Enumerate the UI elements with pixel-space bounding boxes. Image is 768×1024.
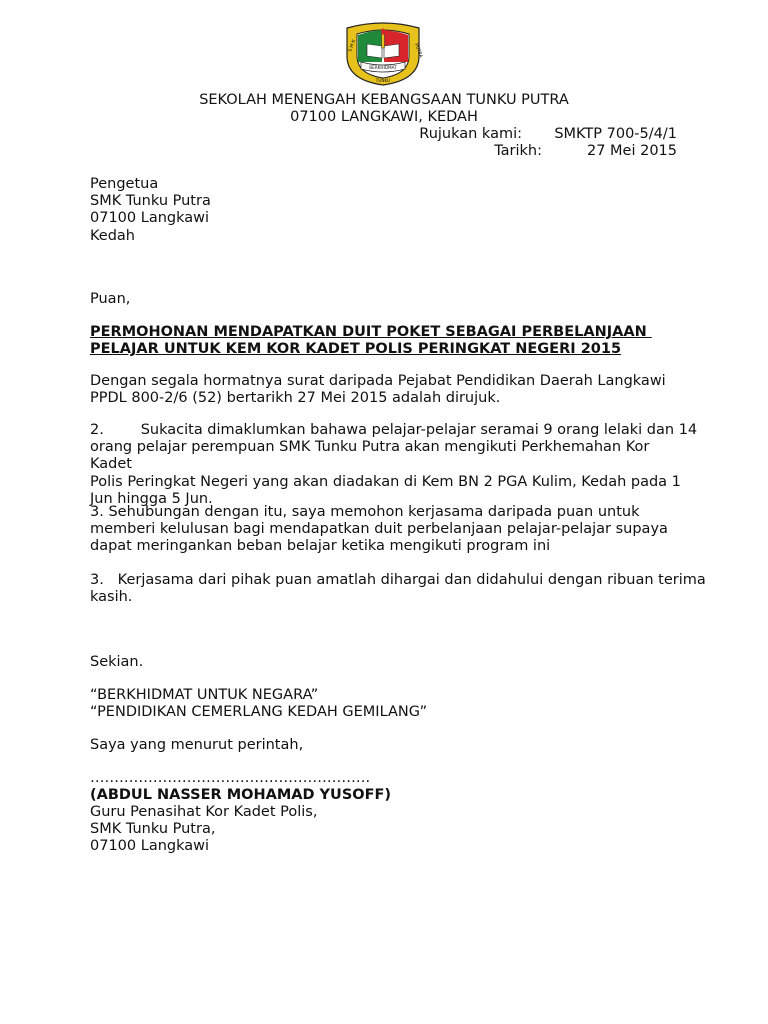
reference-value: SMKTP 700-5/4/1: [554, 126, 677, 142]
paragraph-line: 3. Sehubungan dengan itu, saya memohon kerjasama daripada puan untuk: [90, 504, 640, 520]
subject-line-2: PELAJAR UNTUK KEM KOR KADET POLIS PERINGKAT NEGERI 2015: [90, 341, 622, 358]
crest-torch: [382, 34, 385, 48]
closing-sekian: Sekian.: [90, 654, 144, 670]
crest-bottom-letters: TUNKU: [375, 78, 391, 83]
paragraph-line: Dengan segala hormatnya surat daripada Pejabat Pendidikan Daerah Langkawi: [90, 373, 666, 389]
signatory-line: 07100 Langkawi: [90, 838, 210, 855]
school-crest-logo: [343, 22, 423, 86]
recipient-line: Kedah: [90, 227, 135, 244]
recipient-address: [90, 176, 690, 245]
paragraph-line: PPDL 800-2/6 (52) bertarikh 27 Mei 2015 adalah dirujuk.: [90, 390, 501, 407]
paragraph-line: dapat meringankan beban belajar ketika mengikuti program ini: [90, 538, 551, 555]
paragraph-reference: [90, 373, 690, 407]
paragraph-line: 3. Kerjasama dari pihak puan amatlah dihargai dan didahului dengan ribuan terima: [90, 572, 706, 588]
recipient-line: SMK Tunku Putra: [90, 193, 211, 210]
date-label: Tarikh:: [494, 143, 542, 159]
paragraph-line: kasih.: [90, 589, 133, 606]
paragraph-4: [90, 572, 706, 606]
crest-book: [367, 44, 382, 58]
crest-left-letters: S M K: [348, 39, 358, 53]
date-value: 27 Mei 2015: [586, 143, 677, 159]
closing-motto-1: “BERKHIDMAT UNTUK NEGARA”: [90, 687, 319, 703]
paragraph-line: Polis Peringkat Negeri yang akan diadakan di Kem BN 2 PGA Kulim, Kedah pada 1: [90, 473, 681, 490]
closing-order: Saya yang menurut perintah,: [90, 737, 304, 753]
closing-motto-2: “PENDIDIKAN CEMERLANG KEDAH GEMILANG”: [90, 704, 428, 720]
school-address: 07100 LANGKAWI, KEDAH: [290, 109, 478, 125]
letter-subject: [90, 324, 690, 358]
paragraph-line: Jun hingga 5 Jun.: [90, 490, 213, 507]
signatory-line: SMK Tunku Putra,: [90, 821, 216, 838]
date-row: [0, 143, 768, 161]
signatory-name: (ABDUL NASSER MOHAMAD YUSOFF): [90, 787, 392, 803]
signature-dots: ………………………………………………….: [90, 770, 371, 786]
paragraph-line: orang pelajar perempuan SMK Tunku Putra akan mengikuti Perkhemahan Kor Kadet: [90, 439, 650, 473]
signatory-details: [90, 804, 690, 856]
paragraph-3: [90, 504, 690, 556]
crest-motto: BERKHIDMAT: [369, 65, 397, 70]
reference-row: [0, 126, 768, 144]
paragraph-2: [90, 422, 698, 508]
subject-line-1: PERMOHONAN MENDAPATKAN DUIT POKET SEBAGAI PERBELANJAAN: [90, 324, 652, 340]
reference-label: Rujukan kami:: [419, 126, 522, 142]
signatory-line: Guru Penasihat Kor Kadet Polis,: [90, 804, 318, 820]
paragraph-line: memberi kelulusan bagi mendapatkan duit perbelanjaan pelajar-pelajar supaya: [90, 521, 668, 538]
salutation: Puan,: [90, 291, 131, 307]
recipient-line: 07100 Langkawi: [90, 210, 210, 227]
recipient-line: Pengetua: [90, 176, 159, 192]
paragraph-line: 2. Sukacita dimaklumkan bahawa pelajar-pelajar seramai 9 orang lelaki dan 14: [90, 422, 698, 438]
school-name: SEKOLAH MENENGAH KEBANGSAAN TUNKU PUTRA: [199, 92, 569, 108]
crest-right-letters: PUTRA: [413, 42, 423, 59]
